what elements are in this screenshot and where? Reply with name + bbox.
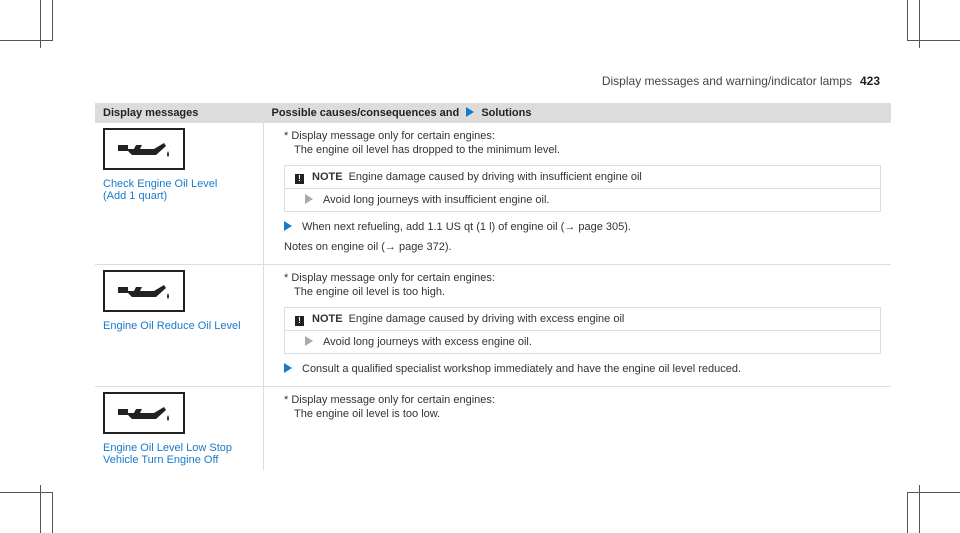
col-header-causes	[264, 103, 892, 123]
oil-can-icon	[103, 392, 185, 434]
crop-mark	[907, 0, 908, 40]
solution-row	[274, 220, 881, 234]
message-cell	[95, 123, 264, 265]
message-cell	[95, 265, 264, 387]
table-row	[95, 387, 891, 471]
note-row	[285, 308, 880, 330]
oil-can-icon	[103, 128, 185, 170]
crop-mark	[0, 40, 53, 41]
col-header-messages: Display messages	[95, 103, 264, 123]
page-number: 423	[859, 74, 880, 88]
message-label-secondary: Vehicle Turn Engine Off	[103, 454, 219, 466]
table-row	[95, 123, 891, 265]
running-header	[602, 74, 880, 88]
note-action-row	[285, 188, 880, 211]
crop-mark	[907, 40, 960, 41]
note-action: Avoid long journeys with excess engine oil.	[323, 336, 532, 348]
table-header-row	[95, 103, 891, 123]
header-title: Display messages and warning/indicator lamps	[601, 74, 852, 88]
cause-text: The engine oil level is too low.	[294, 408, 441, 420]
solution-row	[274, 362, 881, 376]
message-cell	[95, 387, 264, 471]
cause-text: * Display message only for certain engines:	[284, 272, 495, 284]
crop-mark	[907, 492, 908, 533]
cause-text: * Display message only for certain engines:	[284, 394, 495, 406]
warning-icon: !	[295, 174, 304, 184]
cause-cell	[264, 123, 892, 265]
note-label: NOTE	[312, 171, 343, 183]
cause-text: * Display message only for certain engines:	[284, 130, 495, 142]
play-arrow-icon	[466, 107, 474, 117]
play-arrow-icon	[284, 363, 292, 373]
crop-mark	[907, 492, 960, 493]
message-label: Check Engine Oil Level	[103, 178, 218, 190]
note-box	[284, 165, 881, 212]
message-label-secondary: (Add 1 quart)	[103, 190, 168, 202]
note-action: Avoid long journeys with insufficient engine oil.	[323, 194, 550, 206]
note-action-row	[285, 330, 880, 353]
cause-cell	[264, 265, 892, 387]
reference-text: Notes on engine oil (→ page 372).	[284, 241, 452, 253]
messages-table	[95, 103, 891, 470]
note-text: Engine damage caused by driving with excess engine oil	[348, 313, 625, 325]
crop-mark	[0, 492, 53, 493]
message-label: Engine Oil Reduce Oil Level	[103, 320, 241, 332]
table-row	[95, 265, 891, 387]
solution-text: Consult a qualified specialist workshop immediately and have the engine oil level reduced.	[302, 363, 742, 375]
note-label: NOTE	[312, 313, 343, 325]
solution-text: When next refueling, add 1.1 US qt (1 l) of engine oil (→ page 305).	[302, 221, 631, 233]
col-header-causes-text: Possible causes/consequences and	[271, 106, 460, 119]
crop-mark	[52, 492, 53, 533]
note-row	[285, 166, 880, 188]
cause-text: The engine oil level is too high.	[294, 286, 446, 298]
oil-can-icon	[103, 270, 185, 312]
note-text: Engine damage caused by driving with insufficient engine oil	[348, 171, 642, 183]
play-arrow-icon	[284, 221, 292, 231]
cause-cell	[264, 387, 892, 471]
note-box	[284, 307, 881, 354]
crop-mark	[52, 0, 53, 40]
warning-icon: !	[295, 316, 304, 326]
play-arrow-icon	[305, 194, 313, 204]
message-label: Engine Oil Level Low Stop	[103, 442, 233, 454]
play-arrow-icon	[305, 336, 313, 346]
col-header-solutions: Solutions	[481, 106, 532, 119]
cause-text: The engine oil level has dropped to the minimum level.	[294, 144, 560, 156]
